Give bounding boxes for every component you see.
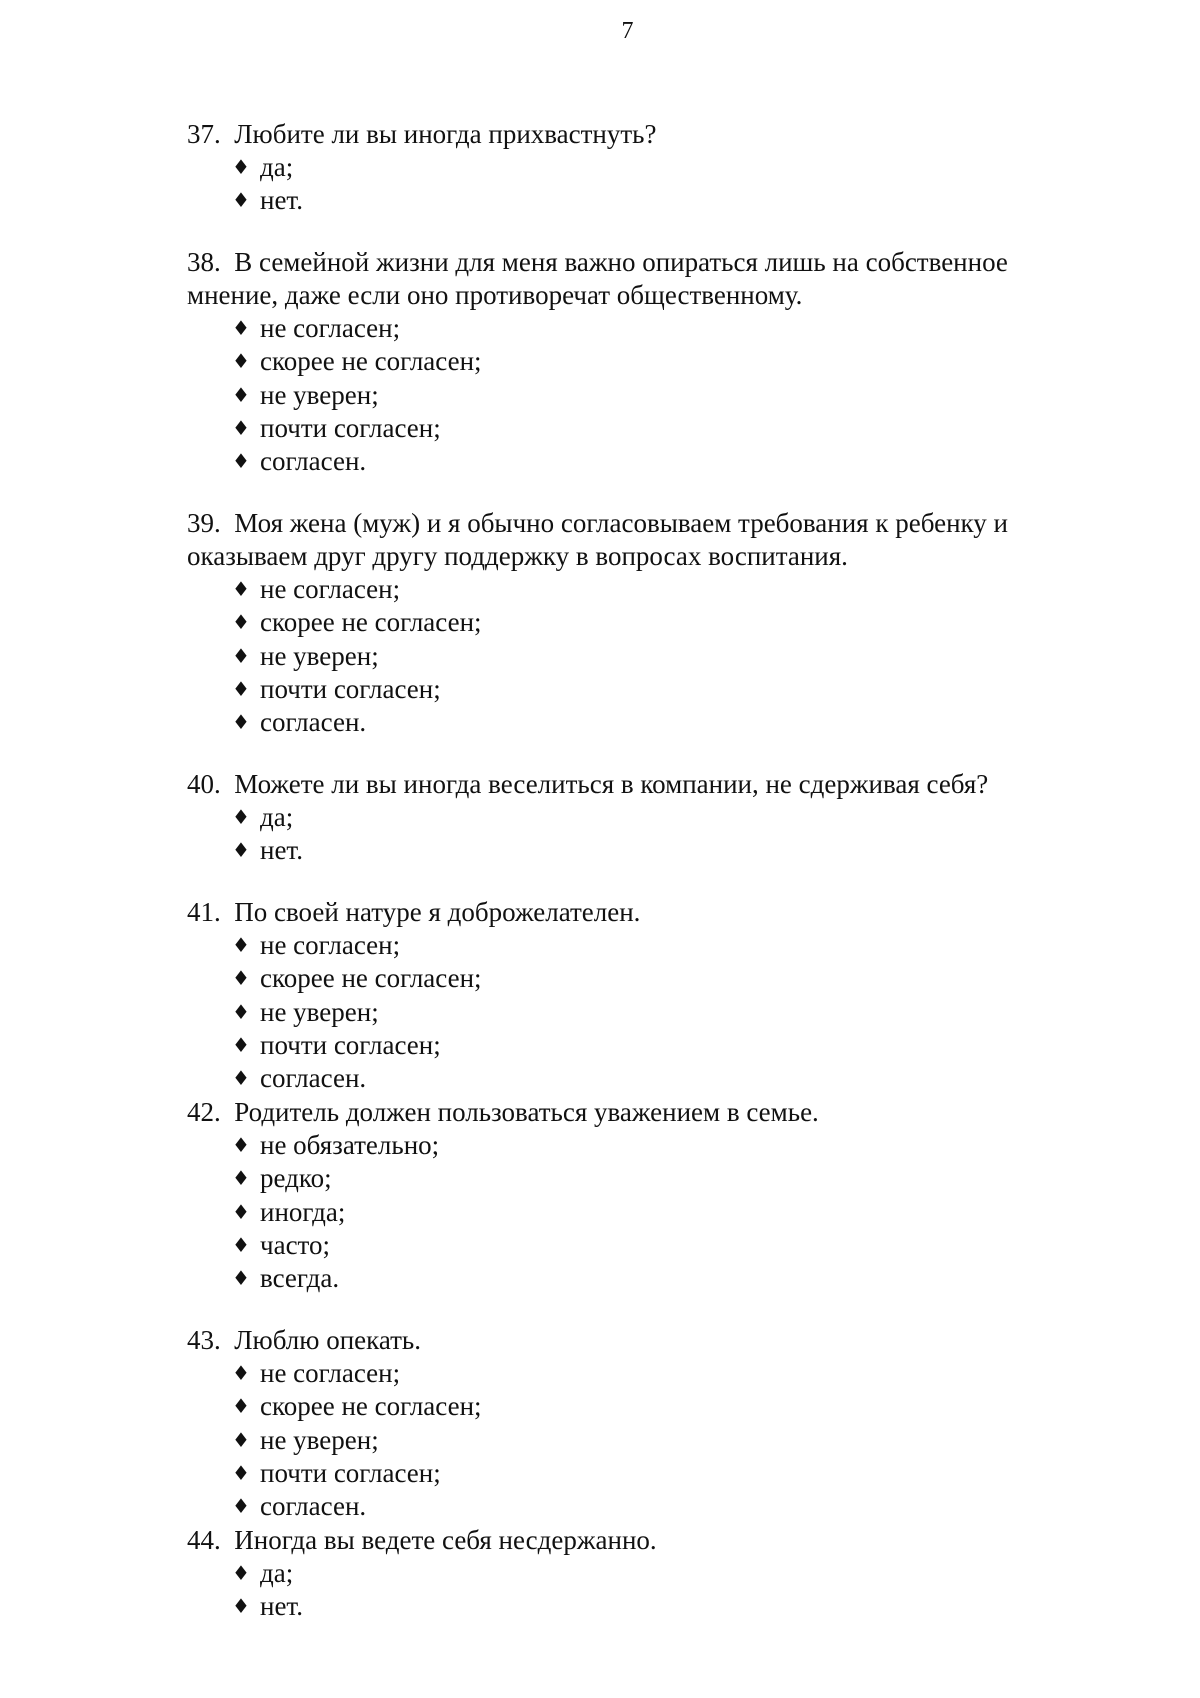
answer-options: [187, 1129, 1087, 1296]
answer-option[interactable]: [187, 1129, 1087, 1162]
diamond-bullet-icon: ♦: [232, 576, 250, 601]
option-label: редко;: [260, 1163, 332, 1194]
question-number: 40.: [187, 768, 221, 799]
diamond-bullet-icon: ♦: [232, 1266, 250, 1291]
diamond-bullet-icon: ♦: [232, 1066, 250, 1091]
option-label: не согласен;: [260, 929, 401, 960]
answer-option[interactable]: [187, 573, 1087, 606]
option-label: скорее не согласен;: [260, 346, 482, 377]
diamond-bullet-icon: ♦: [232, 416, 250, 441]
answer-option[interactable]: [187, 1424, 1087, 1457]
diamond-bullet-icon: ♦: [232, 677, 250, 702]
option-label: скорее не согласен;: [260, 607, 482, 638]
option-label: не уверен;: [260, 640, 379, 671]
question-prompt: Моя жена (муж) и я обычно согласовываем требования к ребенку и оказываем друг другу поддержку в вопросах воспитания.: [187, 507, 1008, 571]
option-label: не уверен;: [260, 1424, 379, 1455]
answer-option[interactable]: [187, 1357, 1087, 1390]
option-label: иногда;: [260, 1196, 346, 1227]
diamond-bullet-icon: ♦: [232, 1199, 250, 1224]
question-prompt: Родитель должен пользоваться уважением в семье.: [234, 1096, 819, 1127]
question-text: [187, 507, 1087, 573]
question-40: [187, 768, 1087, 868]
answer-option[interactable]: [187, 1557, 1087, 1590]
diamond-bullet-icon: ♦: [232, 966, 250, 991]
option-label: почти согласен;: [260, 1457, 441, 1488]
option-label: часто;: [260, 1229, 330, 1260]
diamond-bullet-icon: ♦: [232, 1166, 250, 1191]
answer-option[interactable]: [187, 673, 1087, 706]
question-text: [187, 1324, 1087, 1357]
question-text: [187, 246, 1087, 312]
diamond-bullet-icon: ♦: [232, 155, 250, 179]
diamond-bullet-icon: ♦: [232, 1594, 250, 1619]
answer-option[interactable]: [187, 706, 1087, 739]
answer-option[interactable]: [187, 996, 1087, 1029]
diamond-bullet-icon: ♦: [232, 188, 250, 213]
diamond-bullet-icon: ♦: [232, 382, 250, 407]
diamond-bullet-icon: ♦: [232, 1560, 250, 1585]
option-label: не уверен;: [260, 379, 379, 410]
answer-option[interactable]: [187, 929, 1087, 962]
answer-option[interactable]: [187, 1196, 1087, 1229]
answer-option[interactable]: [187, 1262, 1087, 1295]
option-label: скорее не согласен;: [260, 963, 482, 994]
answer-option[interactable]: [187, 312, 1087, 345]
answer-option[interactable]: [187, 1390, 1087, 1423]
question-number: 37.: [187, 119, 221, 149]
question-number: 43.: [187, 1324, 221, 1355]
question-44: [187, 1524, 1087, 1624]
option-label: да;: [260, 152, 294, 182]
answer-option[interactable]: [187, 606, 1087, 639]
answer-option[interactable]: [187, 834, 1087, 867]
question-prompt: Иногда вы ведете себя несдержанно.: [234, 1524, 657, 1555]
diamond-bullet-icon: ♦: [232, 838, 250, 863]
diamond-bullet-icon: ♦: [232, 1427, 250, 1452]
option-label: согласен.: [260, 707, 367, 738]
answer-option[interactable]: [187, 1490, 1087, 1523]
answer-option[interactable]: [187, 962, 1087, 995]
answer-option[interactable]: [187, 345, 1087, 378]
answer-option[interactable]: [187, 1457, 1087, 1490]
diamond-bullet-icon: ♦: [232, 1032, 250, 1057]
option-label: не согласен;: [260, 1357, 401, 1388]
answer-option[interactable]: [187, 1029, 1087, 1062]
diamond-bullet-icon: ♦: [232, 315, 250, 340]
answer-options: [187, 1557, 1087, 1624]
option-label: да;: [260, 1557, 294, 1588]
option-label: не согласен;: [260, 312, 401, 343]
question-41: [187, 896, 1087, 1096]
question-text: [187, 1524, 1087, 1557]
option-label: не уверен;: [260, 996, 379, 1027]
answer-option[interactable]: [187, 1062, 1087, 1095]
option-label: всегда.: [260, 1263, 340, 1294]
option-label: почти согласен;: [260, 413, 441, 444]
answer-option[interactable]: [187, 1590, 1087, 1623]
answer-options: [187, 573, 1087, 740]
question-number: 41.: [187, 896, 221, 927]
answer-option[interactable]: [187, 184, 1087, 217]
question-text: [187, 1096, 1087, 1129]
question-text: [187, 118, 1087, 151]
question-number: 38.: [187, 246, 221, 277]
answer-option[interactable]: [187, 412, 1087, 445]
diamond-bullet-icon: ♦: [232, 1494, 250, 1519]
answer-options: [187, 929, 1087, 1096]
question-prompt: Любите ли вы иногда прихвастнуть?: [234, 119, 657, 149]
diamond-bullet-icon: ♦: [232, 449, 250, 474]
answer-option[interactable]: [187, 1229, 1087, 1262]
question-43: [187, 1324, 1087, 1524]
question-number: 42.: [187, 1096, 221, 1127]
question-38: [187, 246, 1087, 479]
answer-options: [187, 801, 1087, 868]
answer-option[interactable]: [187, 445, 1087, 478]
diamond-bullet-icon: ♦: [232, 610, 250, 635]
diamond-bullet-icon: ♦: [232, 932, 250, 957]
diamond-bullet-icon: ♦: [232, 349, 250, 374]
option-label: не согласен;: [260, 573, 401, 604]
diamond-bullet-icon: ♦: [232, 999, 250, 1024]
answer-option[interactable]: [187, 151, 1087, 184]
diamond-bullet-icon: ♦: [232, 1232, 250, 1257]
option-label: почти согласен;: [260, 1029, 441, 1060]
option-label: нет.: [260, 835, 303, 866]
option-label: согласен.: [260, 446, 367, 477]
answer-options: [187, 1357, 1087, 1524]
question-prompt: Можете ли вы иногда веселиться в компании, не сдерживая себя?: [234, 768, 989, 799]
option-label: да;: [260, 801, 294, 832]
answer-options: [187, 151, 1087, 218]
option-label: нет.: [260, 1591, 303, 1622]
diamond-bullet-icon: ♦: [232, 1394, 250, 1419]
page-number: 7: [621, 18, 634, 44]
diamond-bullet-icon: ♦: [232, 710, 250, 735]
diamond-bullet-icon: ♦: [232, 643, 250, 668]
diamond-bullet-icon: ♦: [232, 1460, 250, 1485]
diamond-bullet-icon: ♦: [232, 804, 250, 829]
diamond-bullet-icon: ♦: [232, 1132, 250, 1157]
question-text: [187, 896, 1087, 929]
option-label: нет.: [260, 185, 303, 216]
answer-option[interactable]: [187, 1162, 1087, 1195]
option-label: почти согласен;: [260, 674, 441, 705]
answer-option[interactable]: [187, 640, 1087, 673]
question-39: [187, 507, 1087, 740]
question-number: 39.: [187, 507, 221, 538]
question-prompt: По своей натуре я доброжелателен.: [234, 896, 641, 927]
diamond-bullet-icon: ♦: [232, 1360, 250, 1385]
option-label: скорее не согласен;: [260, 1391, 482, 1422]
questionnaire: [187, 118, 1087, 1652]
answer-options: [187, 312, 1087, 479]
answer-option[interactable]: [187, 801, 1087, 834]
question-prompt: В семейной жизни для меня важно опираться лишь на собственное мнение, даже если оно противоречат общественному.: [187, 246, 1008, 310]
question-37: [187, 118, 1087, 218]
option-label: согласен.: [260, 1491, 367, 1522]
question-text: [187, 768, 1087, 801]
question-number: 44.: [187, 1524, 221, 1555]
question-42: [187, 1096, 1087, 1296]
question-prompt: Люблю опекать.: [234, 1324, 421, 1355]
option-label: не обязательно;: [260, 1129, 440, 1160]
option-label: согласен.: [260, 1063, 367, 1094]
answer-option[interactable]: [187, 379, 1087, 412]
